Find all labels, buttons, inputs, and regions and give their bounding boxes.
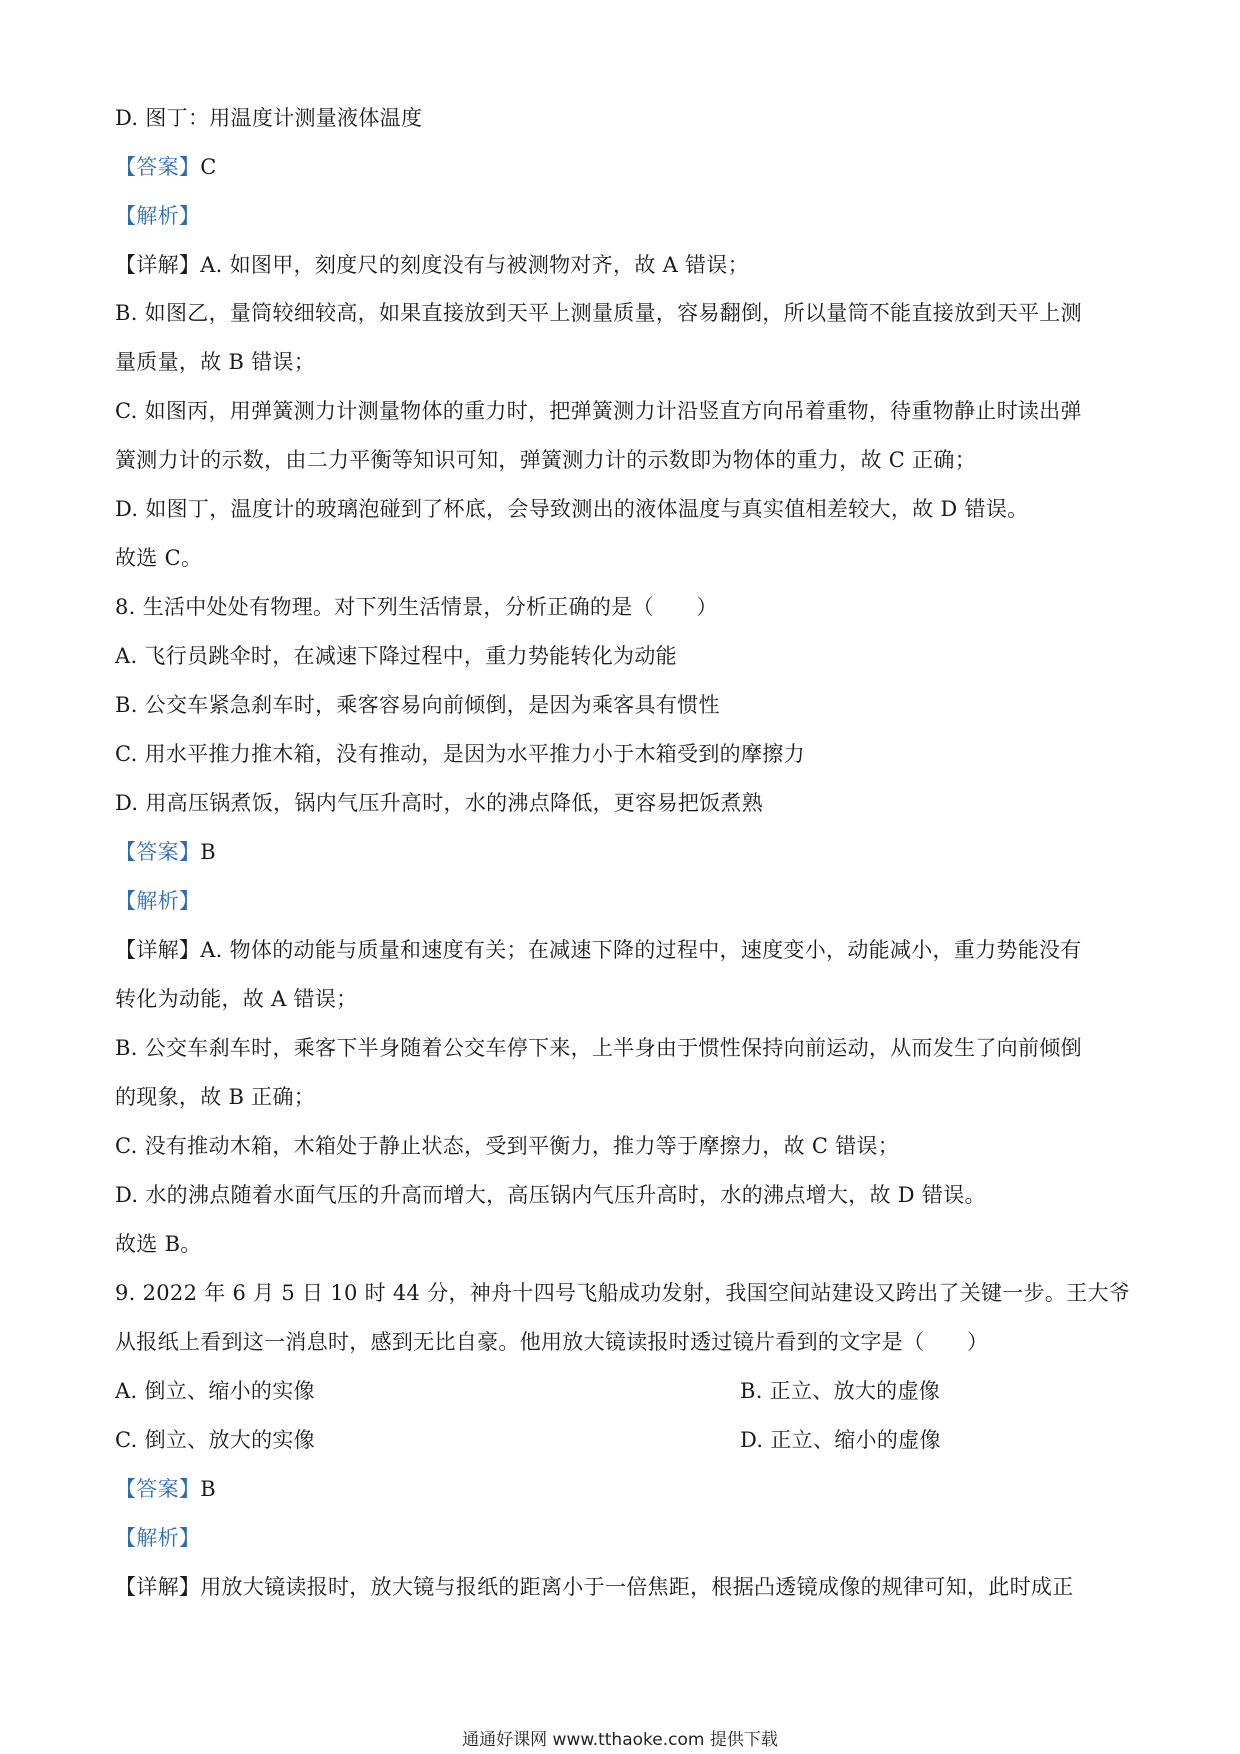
explanation-line: 簧测力计的示数，由二力平衡等知识可知，弹簧测力计的示数即为物体的重力，故 C 正确； bbox=[115, 448, 977, 472]
explanation-line: 【详解】A. 如图甲，刻度尺的刻度没有与被测物对齐，故 A 错误； bbox=[115, 253, 749, 277]
option-a: A. 倒立、缩小的实像 bbox=[115, 1379, 315, 1403]
explanation-line: 量质量，故 B 错误； bbox=[115, 350, 316, 374]
option-d: D. 图丁：用温度计测量液体温度 bbox=[115, 106, 423, 130]
answer-line bbox=[115, 1474, 216, 1504]
answer-value: B bbox=[200, 1477, 216, 1501]
conclusion-line: 故选 B。 bbox=[115, 1232, 202, 1256]
option-c: C. 倒立、放大的实像 bbox=[115, 1428, 315, 1452]
explanation-line: C. 没有推动木箱，木箱处于静止状态，受到平衡力，推力等于摩擦力，故 C 错误； bbox=[115, 1134, 900, 1158]
answer-line bbox=[115, 837, 216, 867]
option-b: B. 公交车紧急刹车时，乘客容易向前倾倒，是因为乘客具有惯性 bbox=[115, 693, 720, 717]
explanation-line: B. 公交车刹车时，乘客下半身随着公交车停下来，上半身由于惯性保持向前运动，从而发生了向前倾倒 bbox=[115, 1036, 1082, 1060]
option-d: D. 正立、缩小的虚像 bbox=[740, 1428, 941, 1452]
explanation-line: 转化为动能，故 A 错误； bbox=[115, 987, 358, 1011]
conclusion-line: 故选 C。 bbox=[115, 546, 203, 570]
options-row bbox=[115, 1425, 941, 1455]
footer-watermark: 通通好课网 www.tthaoke.com 提供下载 bbox=[462, 1730, 778, 1750]
options-row bbox=[115, 1376, 941, 1406]
explanation-line: 的现象，故 B 正确； bbox=[115, 1085, 316, 1109]
question-9: 9. 2022 年 6 月 5 日 10 时 44 分，神舟十四号飞船成功发射，我国空间站建设又跨出了关键一步。王大爷 bbox=[115, 1281, 1131, 1305]
answer-label: 【答案】 bbox=[115, 1477, 201, 1501]
option-d: D. 用高压锅煮饭，锅内气压升高时，水的沸点降低，更容易把饭煮熟 bbox=[115, 791, 764, 815]
answer-line bbox=[115, 152, 217, 182]
explanation-line: D. 如图丁，温度计的玻璃泡碰到了杯底，会导致测出的液体温度与真实值相差较大，故 D 错误。 bbox=[115, 497, 1029, 521]
answer-label: 【答案】 bbox=[115, 840, 201, 864]
explanation-line: 【详解】A. 物体的动能与质量和速度有关；在减速下降的过程中，速度变小，动能减小，重力势能没有 bbox=[115, 938, 1082, 962]
option-a: A. 飞行员跳伞时，在减速下降过程中，重力势能转化为动能 bbox=[115, 644, 677, 668]
question-8: 8. 生活中处处有物理。对下列生活情景，分析正确的是（ ） bbox=[115, 595, 718, 619]
explanation-line: C. 如图丙，用弹簧测力计测量物体的重力时，把弹簧测力计沿竖直方向吊着重物，待重物静止时读出弹 bbox=[115, 399, 1082, 423]
analysis-label: 【解析】 bbox=[115, 204, 201, 228]
analysis-label: 【解析】 bbox=[115, 1526, 201, 1550]
analysis-label: 【解析】 bbox=[115, 889, 201, 913]
option-b: B. 正立、放大的虚像 bbox=[740, 1379, 941, 1403]
answer-value: C bbox=[200, 155, 217, 179]
answer-label: 【答案】 bbox=[115, 155, 201, 179]
explanation-line: B. 如图乙，量筒较细较高，如果直接放到天平上测量质量，容易翻倒，所以量筒不能直接放到天平上测 bbox=[115, 301, 1082, 325]
option-c: C. 用水平推力推木箱，没有推动，是因为水平推力小于木箱受到的摩擦力 bbox=[115, 742, 805, 766]
question-9-cont: 从报纸上看到这一消息时，感到无比自豪。他用放大镜读报时透过镜片看到的文字是（ ） bbox=[115, 1330, 989, 1354]
explanation-line: 【详解】用放大镜读报时，放大镜与报纸的距离小于一倍焦距，根据凸透镜成像的规律可知，此时成正 bbox=[115, 1575, 1074, 1599]
explanation-line: D. 水的沸点随着水面气压的升高而增大，高压锅内气压升高时，水的沸点增大，故 D 错误。 bbox=[115, 1183, 986, 1207]
answer-value: B bbox=[200, 840, 216, 864]
